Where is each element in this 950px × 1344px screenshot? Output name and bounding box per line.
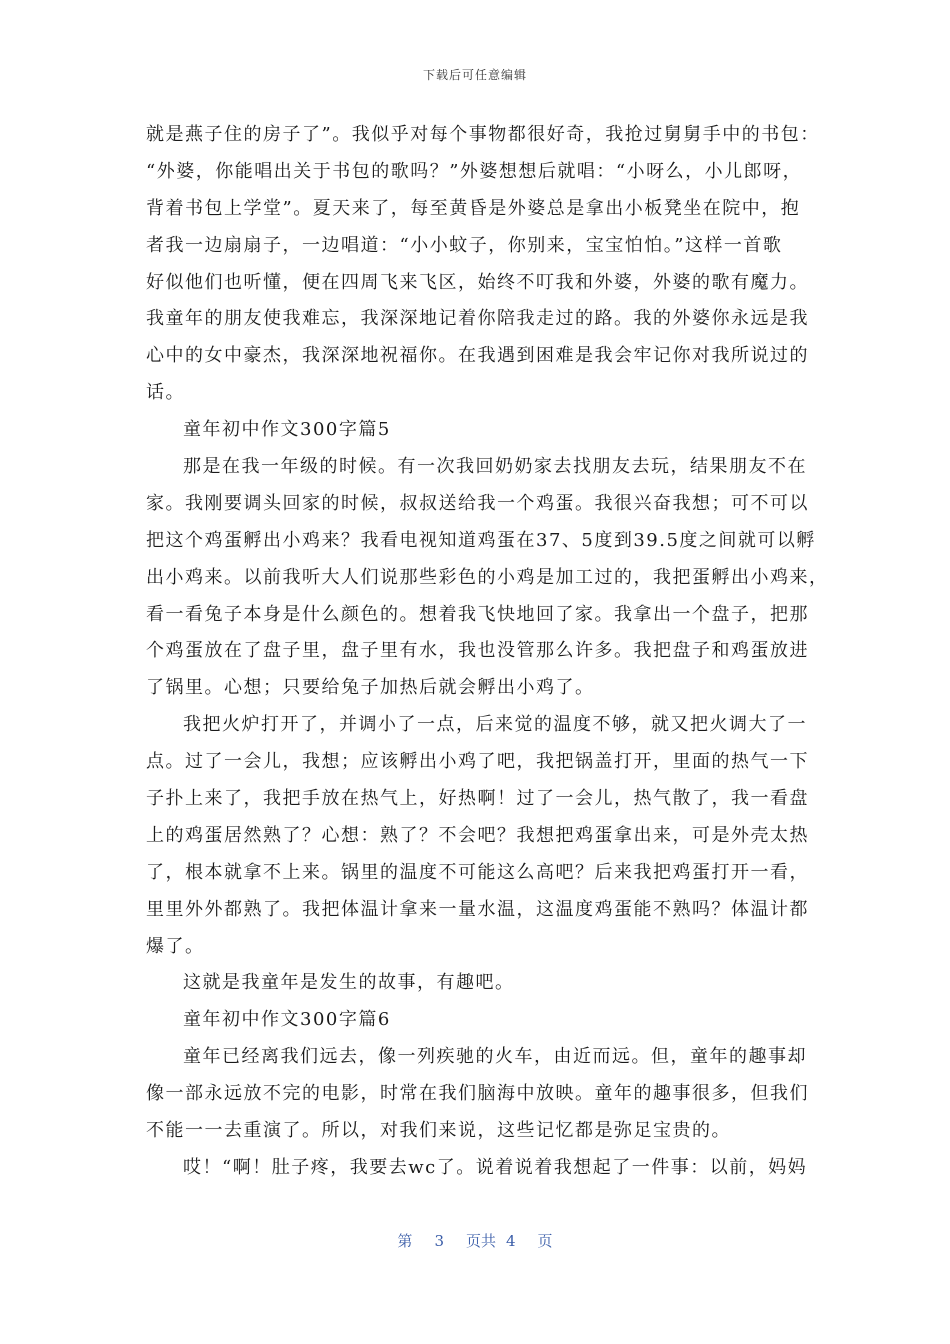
text-line: 了，根本就拿不上来。锅里的温度不可能这么高吧？后来我把鸡蛋打开一看， [146, 861, 809, 883]
text-line: 哎！“啊！肚子疼，我要去wc了。说着说着我想起了一件事：以前，妈妈 [183, 1156, 808, 1178]
text-line: 了锅里。心想；只要给兔子加热后就会孵出小鸡了。 [146, 677, 595, 699]
text-line: 童年初中作文300字篇5 [183, 419, 391, 441]
text-line: 把这个鸡蛋孵出小鸡来？我看电视知道鸡蛋在37、5度到39.5度之间就可以孵 [146, 529, 816, 551]
text-line: 者我一边扇扇子，一边唱道：“小小蚊子，你别来，宝宝怕怕。”这样一首歌 [146, 234, 783, 256]
text-line: 家。我刚要调头回家的时候，叔叔送给我一个鸡蛋。我很兴奋我想；可不可以 [146, 492, 809, 514]
footer-suffix: 页 [537, 1232, 553, 1250]
text-line: 上的鸡蛋居然熟了？心想：熟了？不会吧？我想把鸡蛋拿出来，可是外壳太热 [146, 824, 809, 846]
text-line: 心中的女中豪杰，我深深地祝福你。在我遇到困难是我会牢记你对我所说过的 [146, 345, 809, 367]
page-header: 下载后可任意编辑 [422, 68, 527, 82]
text-line: 话。 [146, 382, 185, 404]
text-line: 童年已经离我们远去，像一列疾驰的火车，由近而远。但，童年的趣事却 [183, 1046, 807, 1068]
text-line: 背着书包上学堂”。夏天来了，每至黄昏是外婆总是拿出小板凳坐在院中，抱 [146, 197, 801, 219]
footer-current-page: 3 [434, 1232, 444, 1250]
page-footer [0, 1230, 950, 1251]
text-line: 爆了。 [146, 935, 205, 957]
footer-middle: 页共 [465, 1232, 496, 1250]
text-line: 子扑上来了，我把手放在热气上，好热啊！过了一会儿，热气散了，我一看盘 [146, 788, 809, 810]
text-line: 我把火炉打开了，并调小了一点，后来觉的温度不够，就又把火调大了一 [183, 714, 807, 736]
text-line: 里里外外都熟了。我把体温计拿来一量水温，这温度鸡蛋能不熟吗？体温计都 [146, 898, 809, 920]
text-line: 看一看兔子本身是什么颜色的。想着我飞快地回了家。我拿出一个盘子，把那 [146, 603, 809, 625]
text-line: 就是燕子住的房子了”。我似乎对每个事物都很好奇，我抢过舅舅手中的书包： [146, 124, 820, 145]
text-line: 不能一一去重演了。所以，对我们来说，这些记忆都是弥足宝贵的。 [146, 1120, 731, 1142]
footer-total-pages: 4 [506, 1232, 516, 1250]
text-line: 我童年的朋友使我难忘，我深深地记着你陪我走过的路。我的外婆你永远是我 [146, 308, 809, 330]
text-line: 点。过了一会儿，我想；应该孵出小鸡了吧，我把锅盖打开，里面的热气一下 [146, 751, 809, 773]
text-line: 像一部永远放不完的电影，时常在我们脑海中放映。童年的趣事很多，但我们 [146, 1083, 809, 1105]
document-body [146, 117, 829, 1187]
text-line: 个鸡蛋放在了盘子里，盘子里有水，我也没管那么许多。我把盘子和鸡蛋放进 [146, 640, 809, 662]
text-line: “外婆，你能唱出关于书包的歌吗？”外婆想想后就唱：“小呀么，小儿郎呀， [146, 160, 803, 182]
text-line: 那是在我一年级的时候。有一次我回奶奶家去找朋友去玩，结果朋友不在 [183, 456, 807, 478]
footer-prefix: 第 [397, 1232, 413, 1250]
text-line: 出小鸡来。以前我听大人们说那些彩色的小鸡是加工过的，我把蛋孵出小鸡来， [146, 566, 829, 588]
text-line: 童年初中作文300字篇6 [183, 1009, 391, 1031]
text-line: 这就是我童年是发生的故事，有趣吧。 [183, 972, 515, 994]
text-line: 好似他们也听懂，便在四周飞来飞区，始终不叮我和外婆，外婆的歌有魔力。 [146, 271, 809, 293]
